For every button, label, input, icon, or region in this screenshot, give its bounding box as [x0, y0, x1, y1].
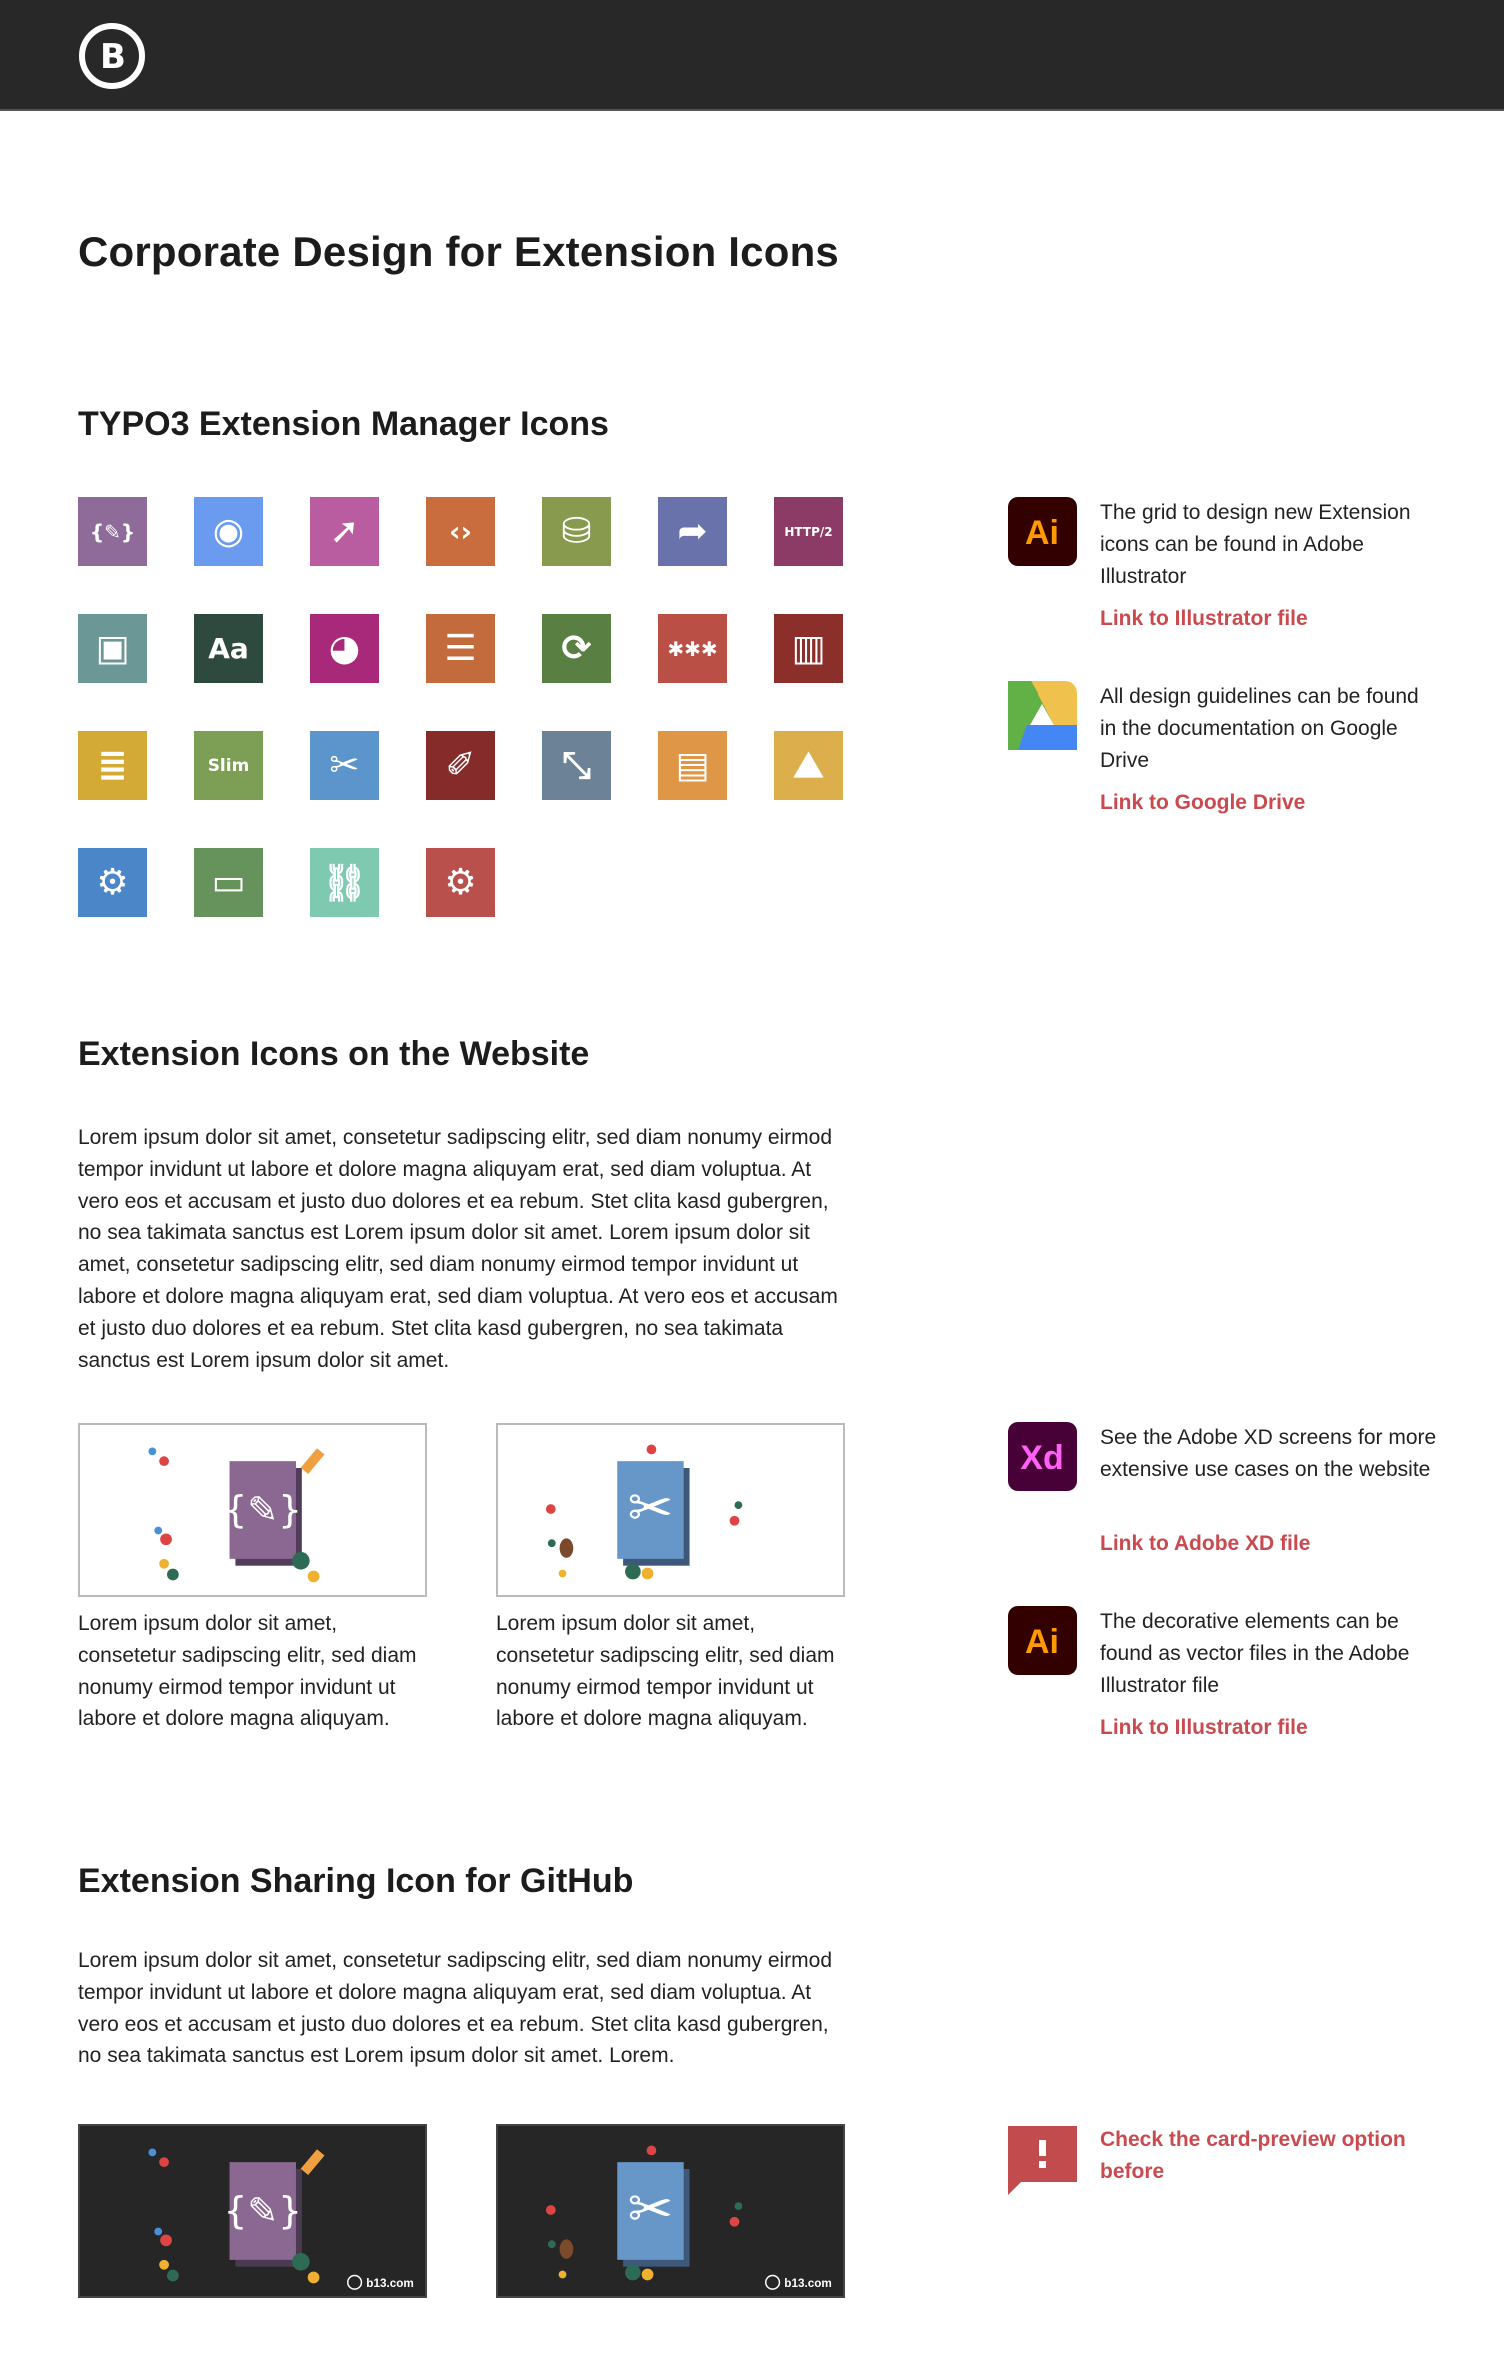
icon-glyph: ⛁ — [561, 511, 592, 552]
user-lock-icon[interactable] — [310, 614, 379, 683]
file-brush-icon[interactable] — [426, 731, 495, 800]
icon-glyph: ≣ — [97, 745, 128, 786]
icon-glyph: ⛰ — [793, 744, 824, 786]
svg-text:✂: ✂ — [627, 2176, 674, 2241]
icon-glyph: ▭ — [211, 862, 246, 903]
alert-speech-bubble-icon — [1008, 2124, 1077, 2196]
adobe-xd-icon — [1008, 1422, 1077, 1491]
icon-glyph: ⟳ — [561, 628, 592, 669]
icon-glyph: {✎} — [89, 519, 136, 544]
image-tag-icon[interactable] — [774, 731, 843, 800]
website-card-caption-1: Lorem ipsum dolor sit amet, consetetur sadipscing elitr, sed diam nonumy eirmod tempor invidunt ut labore et dolore magna aliquyam. — [78, 1612, 417, 1731]
top-bar — [0, 0, 1504, 111]
adobe-illustrator-icon — [1008, 1606, 1077, 1675]
icon-glyph: ✂ — [329, 745, 360, 786]
link-illustrator-file[interactable]: Link to Illustrator file — [1100, 1716, 1308, 1739]
code-edit-illustration-icon — [80, 2126, 425, 2296]
file-link-icon[interactable] — [310, 848, 379, 917]
list-icon[interactable] — [426, 614, 495, 683]
icon-glyph: ⛓ — [321, 862, 368, 904]
svg-text:{✎}: {✎} — [223, 1488, 302, 1532]
link-adobe-xd-file[interactable]: Link to Adobe XD file — [1100, 1532, 1311, 1555]
section-heading-website: Extension Icons on the Website — [78, 1035, 590, 1073]
svg-text:B: B — [100, 37, 126, 77]
icon-glyph: ⤡ — [562, 744, 591, 786]
icon-glyph: ☰ — [444, 628, 477, 669]
database-lock-icon[interactable] — [542, 497, 611, 566]
icon-glyph: ⚙ — [444, 862, 477, 903]
scissors-icon[interactable] — [310, 731, 379, 800]
svg-text:Xd: Xd — [1020, 1439, 1064, 1477]
icon-glyph: ▤ — [675, 745, 710, 786]
section-heading-github: Extension Sharing Icon for GitHub — [78, 1862, 634, 1900]
code-edit-illustration-icon — [80, 1425, 425, 1595]
icon-glyph: ▣ — [95, 628, 130, 669]
eye-lock-icon[interactable] — [194, 497, 263, 566]
b13-watermark: b13.com — [784, 2277, 832, 2291]
save-sync-icon[interactable] — [542, 614, 611, 683]
sidebar-text: The decorative elements can be found as vector files in the Adobe Illustrator file — [1100, 1610, 1410, 1697]
website-card-code-edit — [78, 1423, 427, 1597]
icon-glyph: ✱✱✱ — [667, 636, 718, 661]
image-crop-icon[interactable] — [78, 614, 147, 683]
b13-watermark: b13.com — [366, 2277, 414, 2291]
google-drive-icon — [1008, 681, 1077, 750]
http2-monitor-icon[interactable] — [774, 497, 843, 566]
b13-logo-icon[interactable] — [77, 21, 147, 91]
icon-glyph: ‹› — [448, 515, 473, 548]
slim-layers-icon[interactable] — [194, 731, 263, 800]
adobe-illustrator-icon — [1008, 497, 1077, 566]
github-card-scissors — [496, 2124, 845, 2298]
link-google-drive[interactable]: Link to Google Drive — [1100, 791, 1306, 814]
document-icon[interactable] — [78, 731, 147, 800]
image-resize-icon[interactable] — [542, 731, 611, 800]
sidebar-text: See the Adobe XD screens for more extensive use cases on the website — [1100, 1426, 1437, 1481]
icon-glyph: ✐ — [445, 745, 476, 786]
code-edit-icon[interactable] — [78, 497, 147, 566]
website-card-scissors — [496, 1423, 845, 1597]
layout-grid-icon[interactable] — [774, 614, 843, 683]
icon-glyph: Slim — [207, 755, 250, 776]
form-fields-icon[interactable] — [194, 848, 263, 917]
browser-window-icon[interactable] — [658, 731, 727, 800]
alert-text: Check the card-preview option before — [1100, 2128, 1406, 2183]
section-heading-manager-icons: TYPO3 Extension Manager Icons — [78, 405, 609, 443]
github-card-code-edit — [78, 2124, 427, 2298]
website-paragraph: Lorem ipsum dolor sit amet, consetetur sadipscing elitr, sed diam nonumy eirmod tempor invidunt ut labore et dolore magna aliquyam erat, sed diam voluptua. At vero eos et accusam et justo duo dolores et ea rebum. Stet clita kasd gubergren, no sea takimata sanctus est Lorem ipsum dolor sit amet. Lorem ipsum dolor sit amet, consetetur sadipscing elitr, sed diam nonumy eirmod tempor invidunt ut labore et dolore magna aliquyam erat, sed diam voluptua. At vero eos et accusam et justo duo dolores et ea rebum. Stet clita kasd gubergren, no sea takimata sanctus est Lorem ipsum dolor sit amet. — [78, 1126, 838, 1372]
cursor-select-icon[interactable] — [310, 497, 379, 566]
icon-glyph: Aa — [208, 632, 249, 665]
svg-text:Ai: Ai — [1025, 514, 1059, 552]
sidebar-text: All design guidelines can be found in the documentation on Google Drive — [1100, 685, 1419, 772]
password-lock-icon[interactable] — [658, 614, 727, 683]
network-gear-icon[interactable] — [78, 848, 147, 917]
crop-gear-icon[interactable] — [426, 848, 495, 917]
page-title: Corporate Design for Extension Icons — [78, 228, 839, 275]
svg-text:Ai: Ai — [1025, 1623, 1059, 1661]
font-icon[interactable] — [194, 614, 263, 683]
icon-glyph: ➦ — [677, 511, 708, 552]
icon-glyph: HTTP/2 — [784, 524, 833, 539]
scissors-illustration-icon — [498, 2126, 843, 2296]
svg-text:✂: ✂ — [627, 1475, 674, 1540]
icon-glyph: ▥ — [791, 628, 826, 669]
file-share-icon[interactable] — [658, 497, 727, 566]
website-card-caption-2: Lorem ipsum dolor sit amet, consetetur sadipscing elitr, sed diam nonumy eirmod tempor invidunt ut labore et dolore magna aliquyam. — [496, 1612, 835, 1731]
icon-glyph: ⚙ — [96, 862, 129, 903]
icon-glyph: ◉ — [212, 511, 245, 552]
sidebar-text: The grid to design new Extension icons can be found in Adobe Illustrator — [1100, 501, 1411, 588]
link-illustrator-file[interactable]: Link to Illustrator file — [1100, 607, 1308, 630]
code-wall-icon[interactable] — [426, 497, 495, 566]
scissors-illustration-icon — [498, 1425, 843, 1595]
svg-text:{✎}: {✎} — [223, 2189, 302, 2233]
icon-glyph: ➚ — [329, 511, 360, 552]
icon-glyph: ◕ — [328, 628, 361, 669]
github-paragraph: Lorem ipsum dolor sit amet, consetetur sadipscing elitr, sed diam nonumy eirmod tempor invidunt ut labore et dolore magna aliquyam erat, sed diam voluptua. At vero eos et accusam et justo duo dolores et ea rebum. Stet clita kasd gubergren, no sea takimata sanctus est Lorem ipsum dolor sit amet. Lorem. — [78, 1949, 833, 2068]
